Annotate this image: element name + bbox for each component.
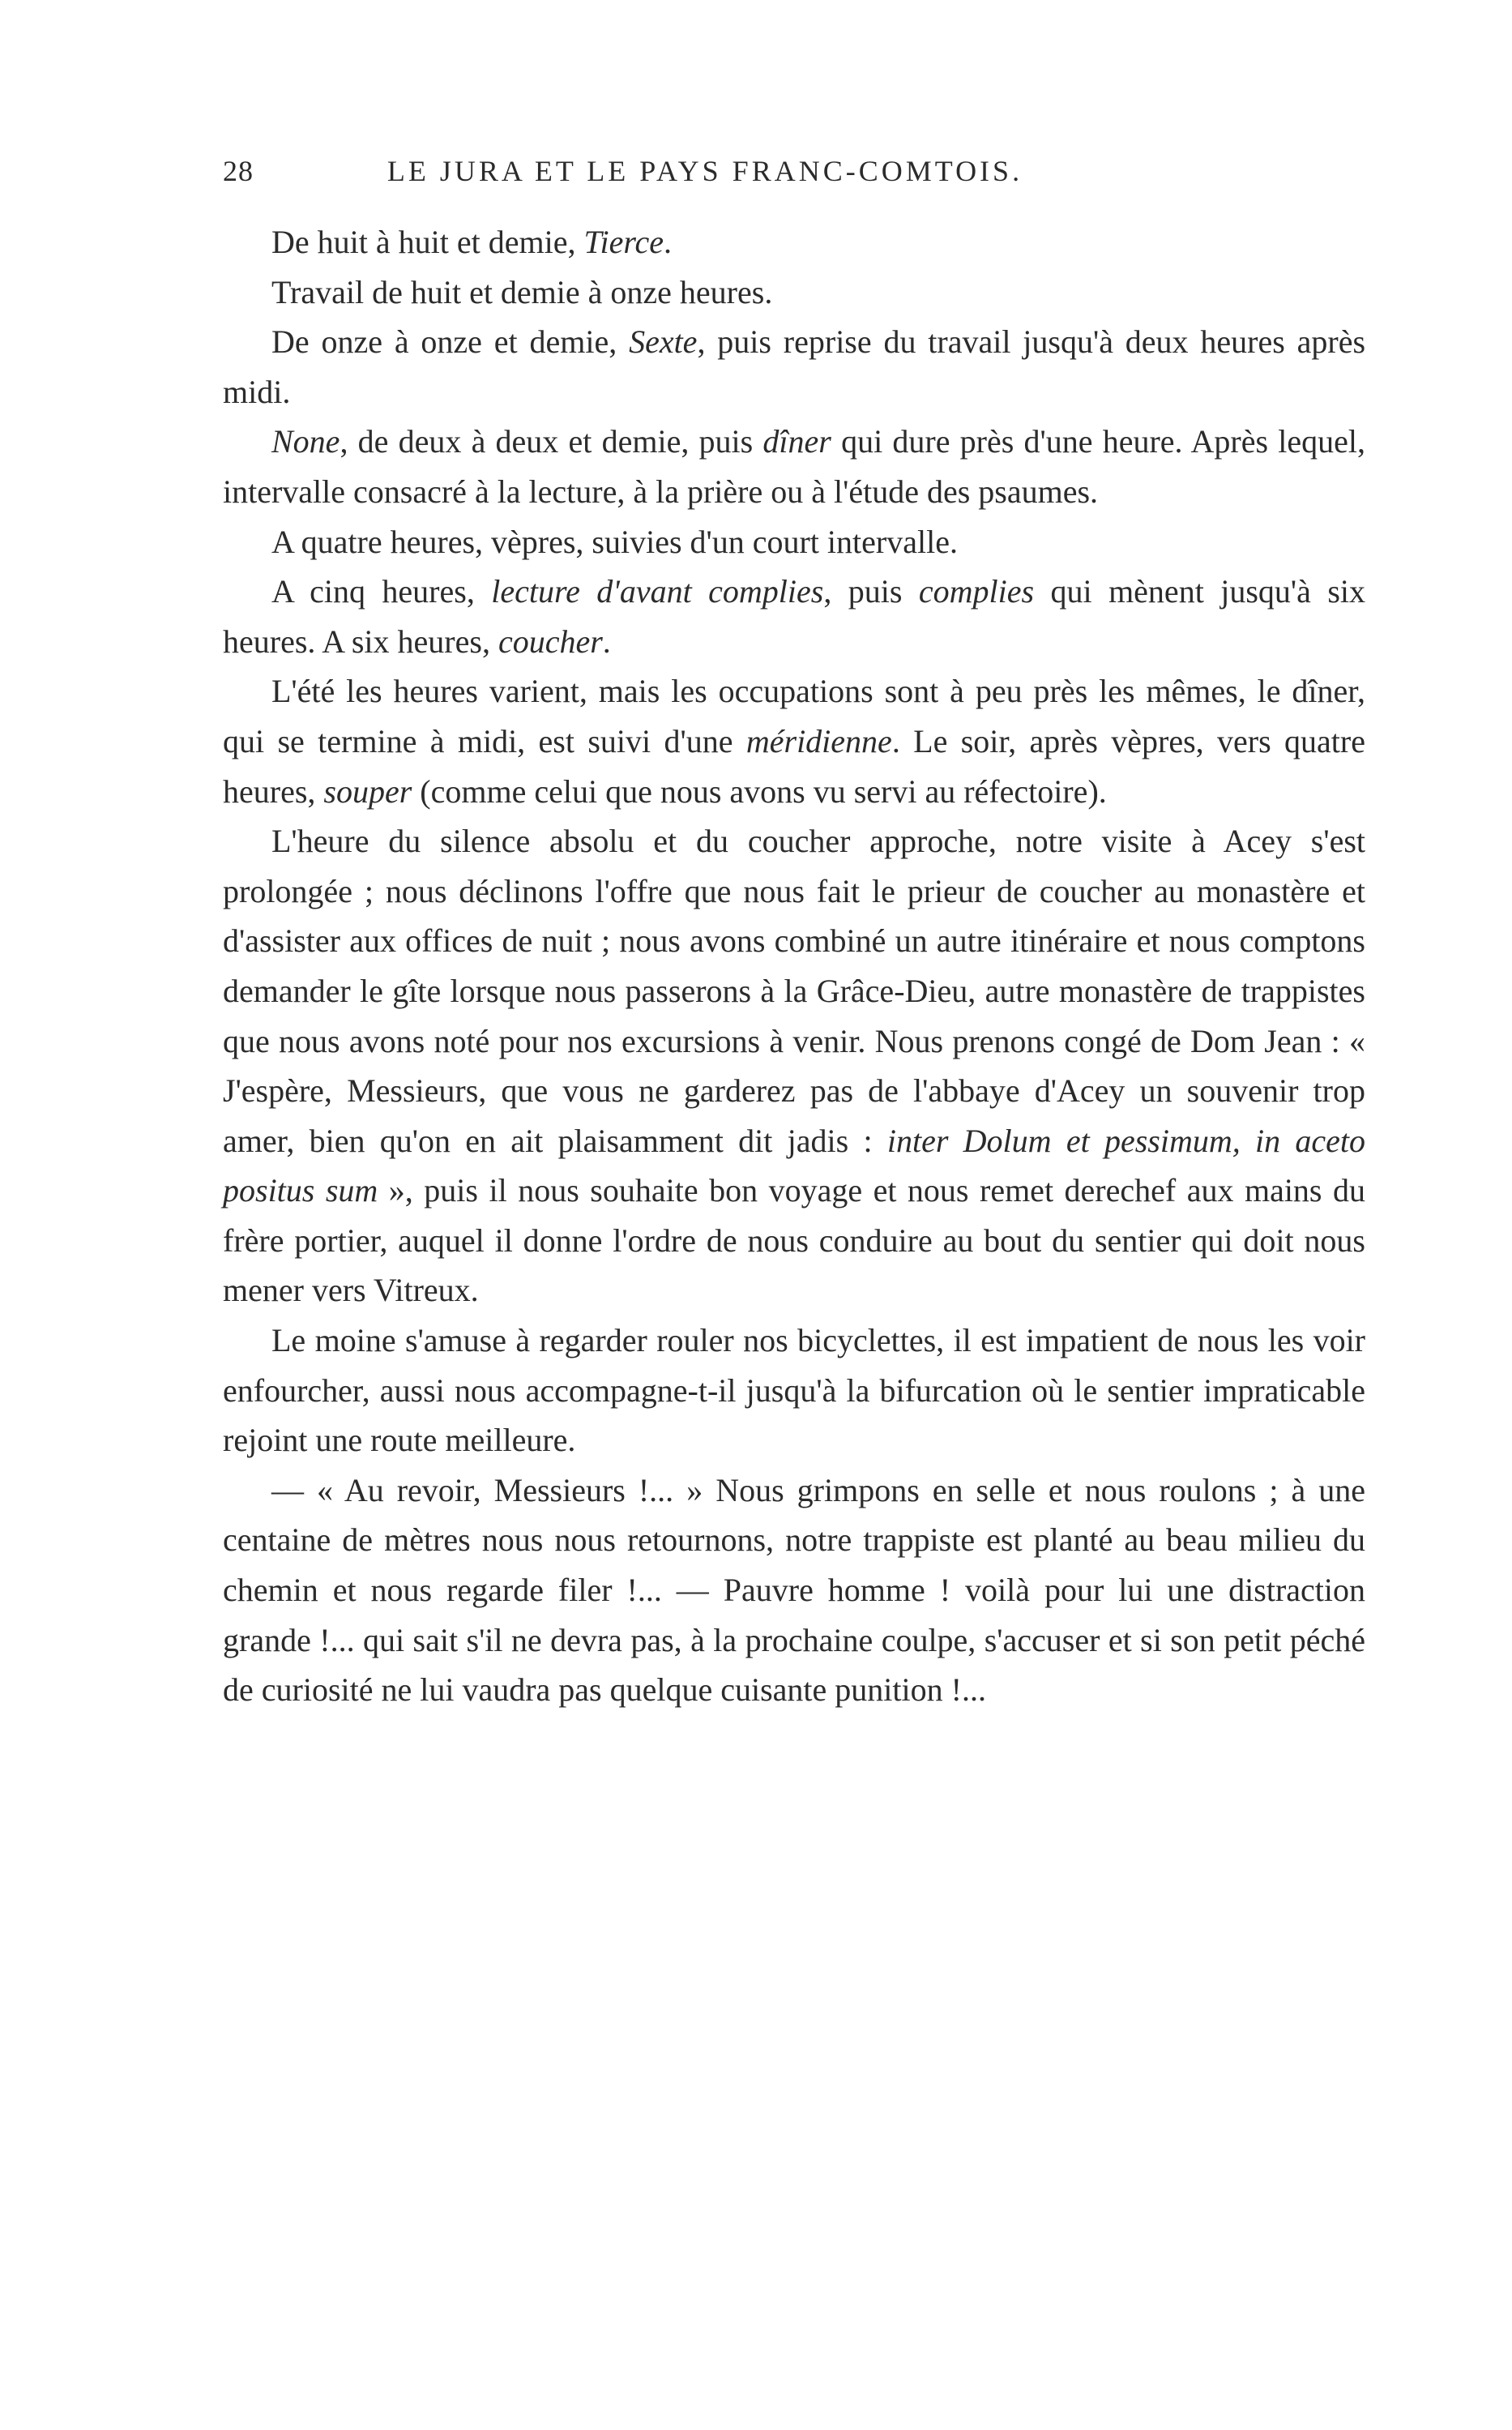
text-run: Travail de huit et demie à onze heures.	[271, 273, 773, 310]
text-run: L'été les heures varient, mais les occupations sont à peu près les mêmes, le dîner, qui se termine à midi, est suivi d'une	[223, 673, 1365, 759]
paragraph	[223, 1316, 1365, 1465]
text-run: (comme celui que nous avons vu servi au réfectoire).	[412, 772, 1107, 810]
paragraph	[223, 517, 1365, 567]
text-run: .	[602, 622, 611, 660]
text-run: .	[663, 224, 672, 260]
text-run: — « Au revoir, Messieurs !... » Nous grimpons en selle et nous roulons ; à une centaine de mètres nous nous retournons, notre trappiste est planté au beau milieu du chemin et nous regarde filer !... — Pauvre homme ! voilà pour lui une distraction grande !... qui sait s'il ne devra pas, à la prochaine coulpe, s'accuser et si son petit péché de curiosité ne lui vaudra pas quelque cuisante punition !...	[223, 1471, 1365, 1709]
italic-text: None	[271, 423, 340, 460]
italic-text: méridienne	[745, 722, 892, 759]
text-run: . Le soir, après vèpres, vers quatre heures,	[223, 722, 1365, 810]
italic-text: inter Dolum et pessimum, in aceto positus sum	[223, 1122, 1365, 1209]
text-run: De onze à onze et demie,	[271, 323, 630, 361]
italic-text: Tierce	[583, 224, 664, 260]
paragraph	[223, 567, 1365, 666]
text-run: », puis il nous souhaite bon voyage et nous remet derechef aux mains du frère portier, auquel il donne l'ordre de nous conduire au bout du sentier qui doit nous mener vers Vitreux.	[223, 1172, 1365, 1309]
text-run: L'heure du silence absolu et du coucher approche, notre visite à Acey s'est prolongée ; nous déclinons l'offre que nous fait le prieur de coucher au monastère et d'assister aux offices de nuit ; nous avons combiné un autre itinéraire et nous comptons demander le gîte lorsque nous passerons à la Grâce-Dieu, autre monastère de trappistes que nous avons noté pour nos excursions à venir. Nous prenons congé de Dom Jean : « J'espère, Messieurs, que vous ne garderez pas de l'abbaye d'Acey un souvenir trop amer, bien qu'on en ait plaisamment dit jadis :	[223, 823, 1365, 1159]
text-run: , puis reprise du travail jusqu'à deux heures après midi.	[223, 323, 1366, 410]
italic-text: coucher	[498, 622, 603, 660]
paragraph	[223, 217, 1365, 267]
text-run: Le moine s'amuse à regarder rouler nos bicyclettes, il est impatient de nous les voir enfourcher, aussi nous accompagne-t-il jusqu'à la bifurcation où le sentier impraticable rejoint une route meilleure.	[223, 1322, 1365, 1459]
text-run: qui mènent jusqu'à six heures. A six heures,	[223, 573, 1365, 660]
text-run: A cinq heures,	[271, 573, 492, 610]
italic-text: souper	[323, 772, 412, 810]
paragraph	[223, 1465, 1365, 1715]
paragraph	[223, 666, 1365, 816]
running-head	[223, 154, 1187, 195]
italic-text: complies	[918, 573, 1035, 610]
paragraph	[223, 267, 1365, 318]
text-run: , puis	[823, 573, 919, 610]
text-run: A quatre heures, vèpres, suivies d'un court intervalle.	[271, 523, 958, 560]
text-run: , de deux à deux et demie, puis	[340, 423, 763, 460]
italic-text: dîner	[762, 423, 831, 460]
italic-text: lecture d'avant complies	[491, 573, 824, 610]
running-title: LE JURA ET LE PAYS FRANC-COMTOIS.	[387, 155, 1023, 187]
body-text	[223, 217, 1365, 1715]
paragraph	[223, 816, 1365, 1316]
page-number: 28	[223, 155, 254, 187]
paragraph	[223, 417, 1365, 516]
text-run: qui dure près d'une heure. Après lequel, intervalle consacré à la lecture, à la prière ou à l'étude des psaumes.	[223, 423, 1366, 510]
italic-text: Sexte	[629, 323, 698, 361]
paragraph	[223, 317, 1365, 417]
text-run: De huit à huit et demie,	[271, 224, 584, 260]
